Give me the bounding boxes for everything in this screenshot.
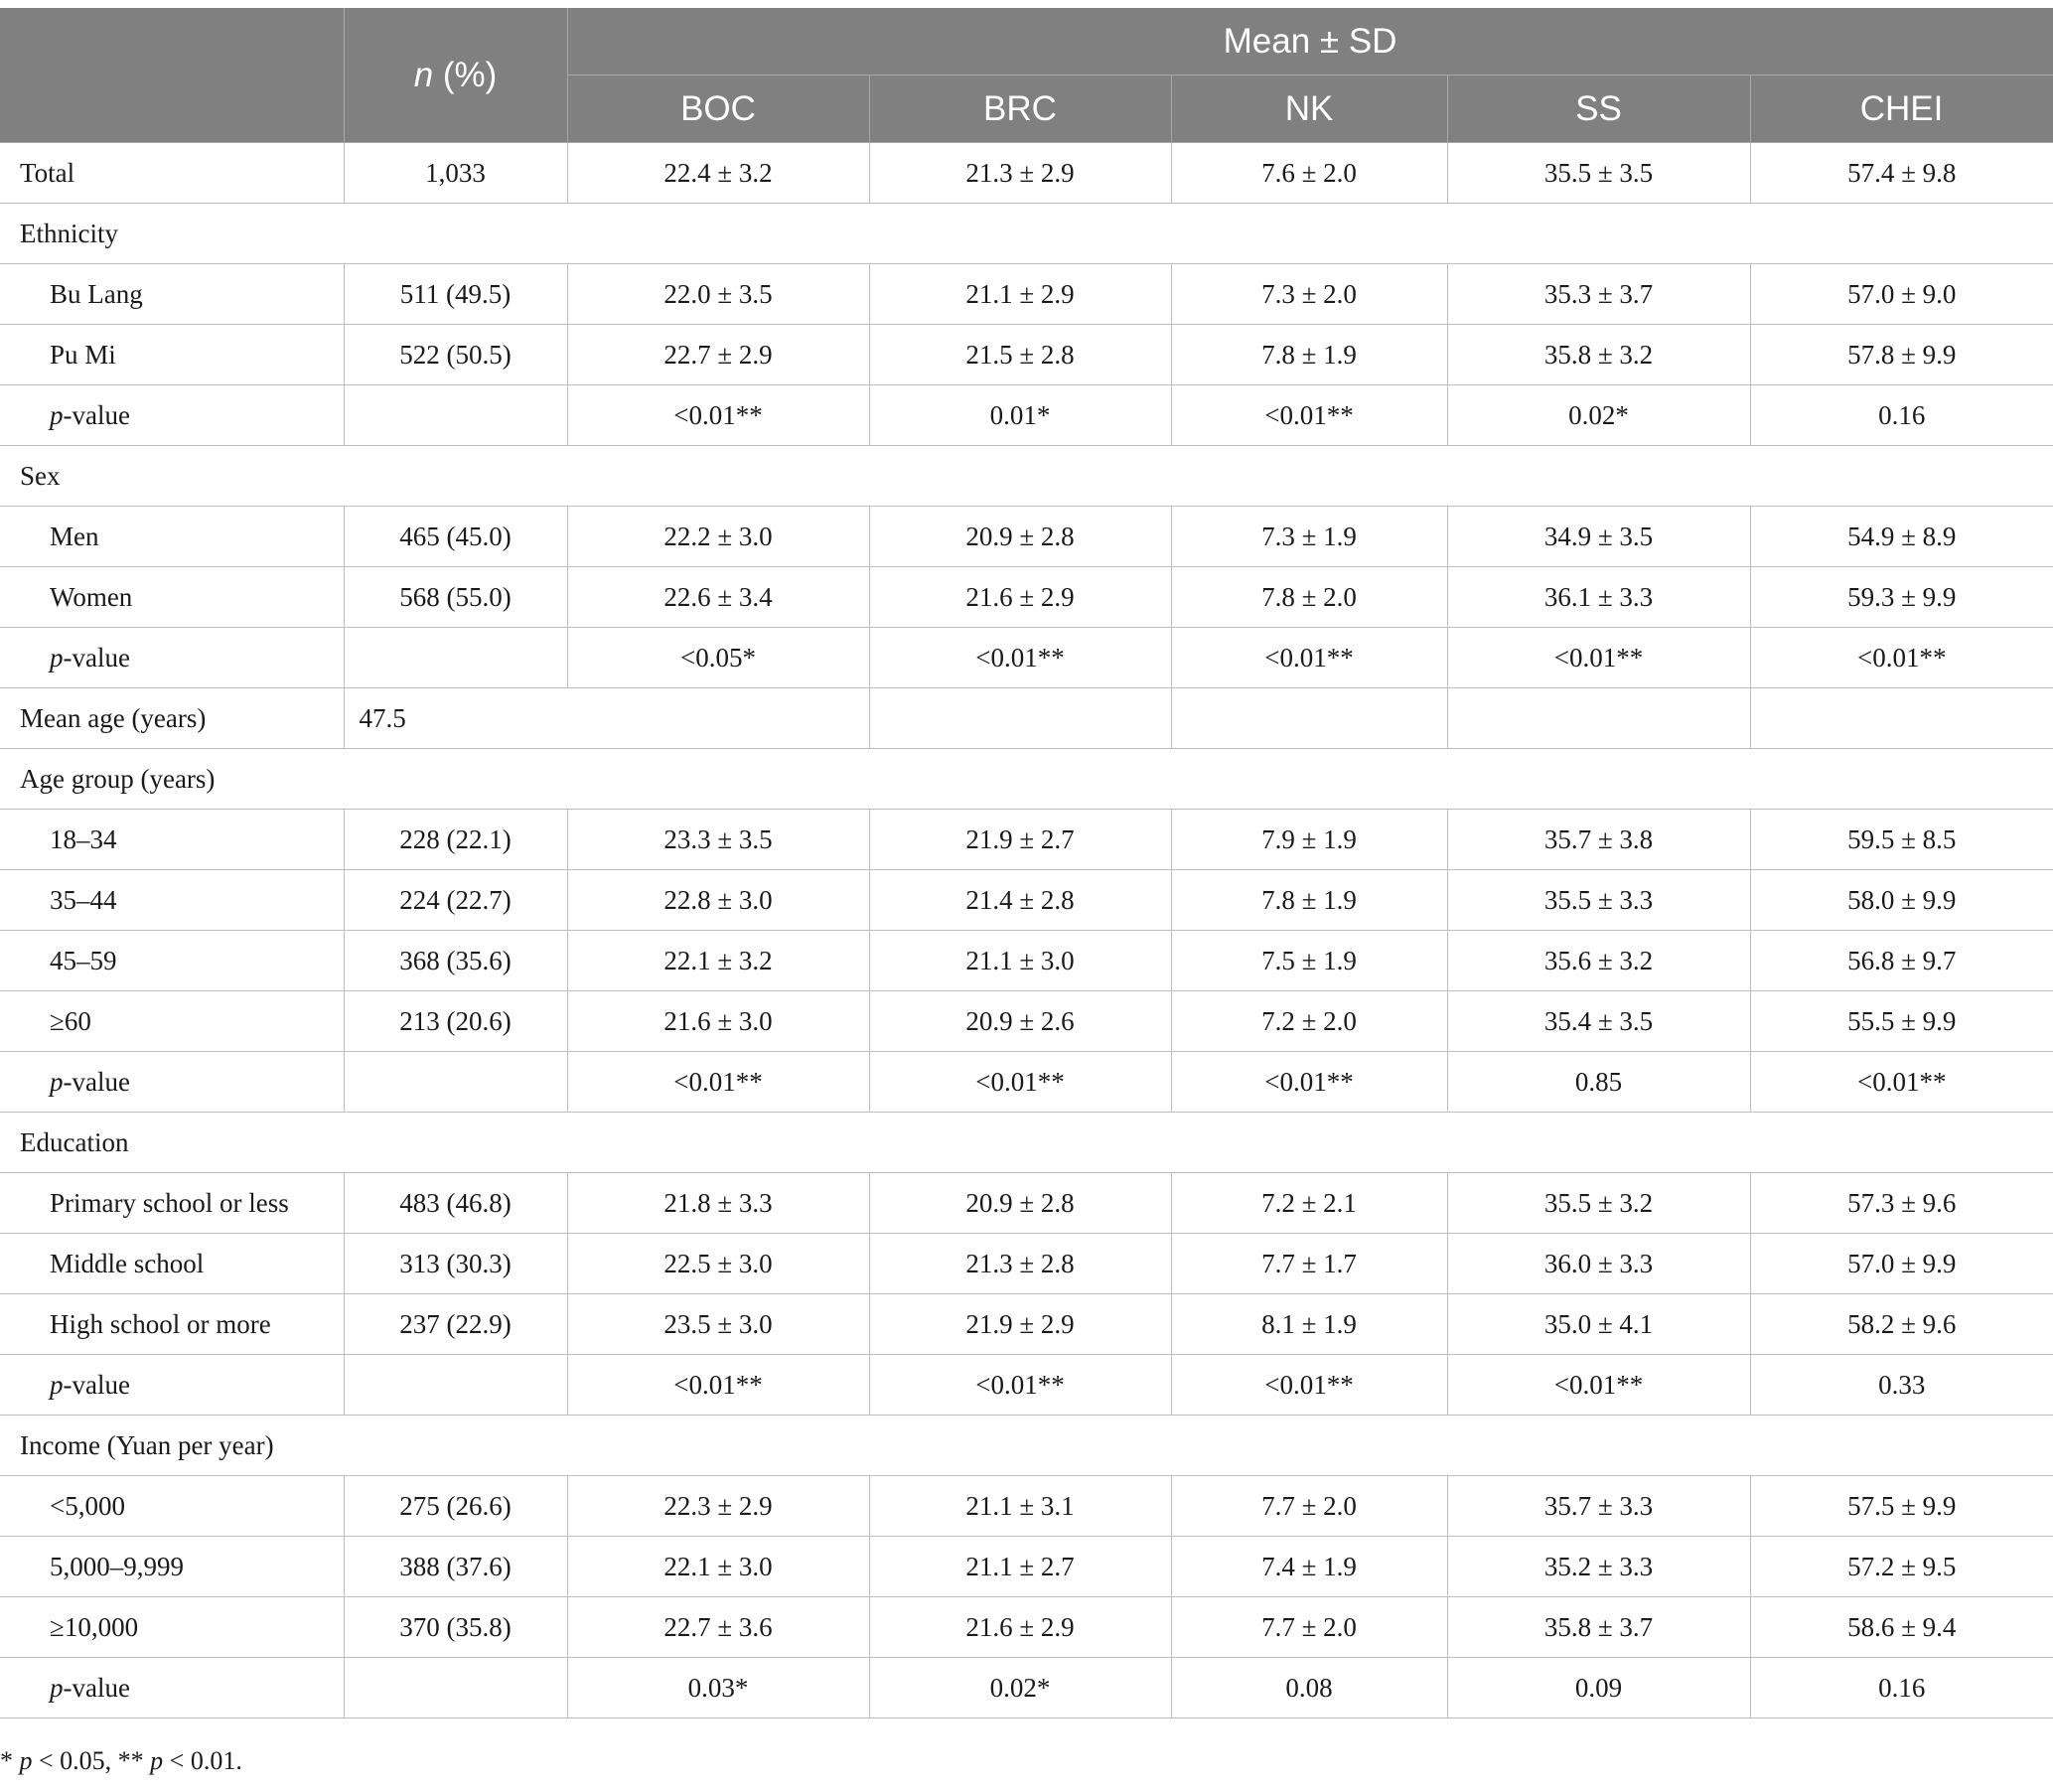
value-cell: 35.8 ± 3.2 <box>1447 325 1750 385</box>
data-row <box>0 325 2053 385</box>
row-label: 18–34 <box>0 810 344 870</box>
footnote-p1: p <box>19 1746 33 1775</box>
data-row <box>0 991 2053 1052</box>
row-label: Middle school <box>0 1234 344 1294</box>
n-cell: 568 (55.0) <box>344 567 567 628</box>
header-n-label: n <box>413 55 434 94</box>
data-row <box>0 1537 2053 1597</box>
value-cell: 0.02* <box>869 1658 1171 1718</box>
empty-cell <box>1171 688 1447 749</box>
value-cell: 56.8 ± 9.7 <box>1750 931 2053 991</box>
value-cell: 21.6 ± 2.9 <box>869 1597 1171 1658</box>
data-row <box>0 264 2053 325</box>
value-cell: 35.2 ± 3.3 <box>1447 1537 1750 1597</box>
header-n-suffix: (%) <box>433 55 498 94</box>
section-label: Age group (years) <box>0 749 2053 810</box>
value-cell: 57.3 ± 9.6 <box>1750 1173 2053 1234</box>
p-value-row <box>0 1658 2053 1718</box>
p-label-italic: p <box>50 1066 64 1097</box>
p-label-italic: p <box>50 1369 64 1400</box>
n-cell: 237 (22.9) <box>344 1294 567 1355</box>
p-label-rest: -value <box>63 1369 130 1400</box>
value-cell: 57.5 ± 9.9 <box>1750 1476 2053 1537</box>
value-cell: 7.6 ± 2.0 <box>1171 143 1447 204</box>
row-label: Primary school or less <box>0 1173 344 1234</box>
row-label <box>0 385 344 446</box>
value-cell: <0.05* <box>567 628 869 688</box>
value-cell: 35.6 ± 3.2 <box>1447 931 1750 991</box>
empty-cell <box>869 688 1171 749</box>
value-cell: 22.5 ± 3.0 <box>567 1234 869 1294</box>
value-cell: 0.08 <box>1171 1658 1447 1718</box>
value-cell: 7.8 ± 1.9 <box>1171 325 1447 385</box>
table-header <box>0 8 2053 143</box>
value-cell: 35.5 ± 3.3 <box>1447 870 1750 931</box>
p-label-italic: p <box>50 399 64 430</box>
n-cell: 213 (20.6) <box>344 991 567 1052</box>
value-cell: <0.01** <box>1171 1052 1447 1113</box>
section-row <box>0 749 2053 810</box>
footnote-star: * <box>0 1746 20 1775</box>
row-label: Pu Mi <box>0 325 344 385</box>
row-label: Women <box>0 567 344 628</box>
value-cell: 21.6 ± 2.9 <box>869 567 1171 628</box>
value-cell: 21.8 ± 3.3 <box>567 1173 869 1234</box>
n-cell: 313 (30.3) <box>344 1234 567 1294</box>
value-cell: 22.1 ± 3.0 <box>567 1537 869 1597</box>
row-label: Total <box>0 143 344 204</box>
value-cell: 35.3 ± 3.7 <box>1447 264 1750 325</box>
value-cell: 0.03* <box>567 1658 869 1718</box>
header-col-chei: CHEI <box>1750 75 2053 143</box>
value-cell: 54.9 ± 8.9 <box>1750 507 2053 567</box>
value-cell: 22.1 ± 3.2 <box>567 931 869 991</box>
section-row <box>0 446 2053 507</box>
value-cell: 7.7 ± 1.7 <box>1171 1234 1447 1294</box>
value-cell: 57.2 ± 9.5 <box>1750 1537 2053 1597</box>
value-cell: 21.4 ± 2.8 <box>869 870 1171 931</box>
value-cell: 58.0 ± 9.9 <box>1750 870 2053 931</box>
value-cell: 20.9 ± 2.8 <box>869 507 1171 567</box>
value-cell: 35.5 ± 3.2 <box>1447 1173 1750 1234</box>
value-cell: 20.9 ± 2.6 <box>869 991 1171 1052</box>
value-cell: 7.4 ± 1.9 <box>1171 1537 1447 1597</box>
value-cell: 0.02* <box>1447 385 1750 446</box>
row-label: 35–44 <box>0 870 344 931</box>
n-cell <box>344 385 567 446</box>
value-cell: 21.9 ± 2.7 <box>869 810 1171 870</box>
section-label: Income (Yuan per year) <box>0 1416 2053 1476</box>
value-cell: 23.3 ± 3.5 <box>567 810 869 870</box>
row-label: 5,000–9,999 <box>0 1537 344 1597</box>
value-cell: 35.4 ± 3.5 <box>1447 991 1750 1052</box>
row-label <box>0 1355 344 1416</box>
value-cell: <0.01** <box>567 1355 869 1416</box>
footnote-text1: < 0.05, ** <box>32 1746 151 1775</box>
data-row <box>0 567 2053 628</box>
value-cell: 57.0 ± 9.9 <box>1750 1234 2053 1294</box>
value-cell: 21.1 ± 3.0 <box>869 931 1171 991</box>
section-row <box>0 1113 2053 1173</box>
value-cell: 21.9 ± 2.9 <box>869 1294 1171 1355</box>
data-row <box>0 870 2053 931</box>
value-cell: 7.5 ± 1.9 <box>1171 931 1447 991</box>
header-col-brc: BRC <box>869 75 1171 143</box>
row-label <box>0 1658 344 1718</box>
n-cell: 388 (37.6) <box>344 1537 567 1597</box>
value-cell: <0.01** <box>1750 1052 2053 1113</box>
value-cell: 35.7 ± 3.8 <box>1447 810 1750 870</box>
n-cell <box>344 1658 567 1718</box>
n-cell: 522 (50.5) <box>344 325 567 385</box>
p-label-italic: p <box>50 642 64 672</box>
mean-age-row <box>0 688 2053 749</box>
value-cell: 22.0 ± 3.5 <box>567 264 869 325</box>
data-row <box>0 1294 2053 1355</box>
value-cell: <0.01** <box>1447 1355 1750 1416</box>
value-cell: 22.2 ± 3.0 <box>567 507 869 567</box>
n-cell: 1,033 <box>344 143 567 204</box>
data-row <box>0 1597 2053 1658</box>
header-col-nk: NK <box>1171 75 1447 143</box>
row-label: Men <box>0 507 344 567</box>
value-cell: <0.01** <box>1750 628 2053 688</box>
data-row <box>0 143 2053 204</box>
value-cell: 21.5 ± 2.8 <box>869 325 1171 385</box>
p-value-row <box>0 385 2053 446</box>
p-label-rest: -value <box>63 1066 130 1097</box>
p-label-italic: p <box>50 1672 64 1703</box>
value-cell: 0.33 <box>1750 1355 2053 1416</box>
value-cell: 21.3 ± 2.8 <box>869 1234 1171 1294</box>
value-cell: 35.5 ± 3.5 <box>1447 143 1750 204</box>
value-cell: 7.3 ± 2.0 <box>1171 264 1447 325</box>
p-value-row <box>0 1052 2053 1113</box>
n-cell: 483 (46.8) <box>344 1173 567 1234</box>
value-cell: 58.6 ± 9.4 <box>1750 1597 2053 1658</box>
row-label: ≥60 <box>0 991 344 1052</box>
row-label: Bu Lang <box>0 264 344 325</box>
value-cell: 21.6 ± 3.0 <box>567 991 869 1052</box>
row-label: High school or more <box>0 1294 344 1355</box>
row-label <box>0 1052 344 1113</box>
n-cell: 511 (49.5) <box>344 264 567 325</box>
value-cell: 0.01* <box>869 385 1171 446</box>
value-cell: <0.01** <box>869 1355 1171 1416</box>
value-cell: <0.01** <box>1447 628 1750 688</box>
footnote-text2: < 0.01. <box>163 1746 242 1775</box>
row-label: ≥10,000 <box>0 1597 344 1658</box>
data-row <box>0 1476 2053 1537</box>
p-label-rest: -value <box>63 1672 130 1703</box>
table-container <box>0 8 2053 1718</box>
demographics-table <box>0 8 2053 1718</box>
value-cell: 36.1 ± 3.3 <box>1447 567 1750 628</box>
n-cell: 465 (45.0) <box>344 507 567 567</box>
value-cell: <0.01** <box>567 1052 869 1113</box>
p-value-row <box>0 628 2053 688</box>
row-label: Mean age (years) <box>0 688 344 749</box>
n-cell: 370 (35.8) <box>344 1597 567 1658</box>
value-cell: 36.0 ± 3.3 <box>1447 1234 1750 1294</box>
value-cell: 22.8 ± 3.0 <box>567 870 869 931</box>
section-row <box>0 204 2053 264</box>
value-cell: 55.5 ± 9.9 <box>1750 991 2053 1052</box>
value-cell: 22.4 ± 3.2 <box>567 143 869 204</box>
mean-age-value: 47.5 <box>344 688 869 749</box>
value-cell: 58.2 ± 9.6 <box>1750 1294 2053 1355</box>
value-cell: 7.7 ± 2.0 <box>1171 1597 1447 1658</box>
value-cell: 21.1 ± 2.9 <box>869 264 1171 325</box>
value-cell: 59.5 ± 8.5 <box>1750 810 2053 870</box>
header-mean-sd: Mean ± SD <box>567 8 2053 75</box>
value-cell: 22.6 ± 3.4 <box>567 567 869 628</box>
row-label: 45–59 <box>0 931 344 991</box>
value-cell: 57.4 ± 9.8 <box>1750 143 2053 204</box>
data-row <box>0 1173 2053 1234</box>
value-cell: <0.01** <box>869 1052 1171 1113</box>
value-cell: 57.8 ± 9.9 <box>1750 325 2053 385</box>
value-cell: 7.9 ± 1.9 <box>1171 810 1447 870</box>
n-cell: 224 (22.7) <box>344 870 567 931</box>
section-label: Ethnicity <box>0 204 2053 264</box>
n-cell <box>344 1052 567 1113</box>
value-cell: 34.9 ± 3.5 <box>1447 507 1750 567</box>
value-cell: 8.1 ± 1.9 <box>1171 1294 1447 1355</box>
value-cell: 0.16 <box>1750 385 2053 446</box>
header-n-percent <box>344 8 567 143</box>
value-cell: 57.0 ± 9.0 <box>1750 264 2053 325</box>
p-value-row <box>0 1355 2053 1416</box>
data-row <box>0 507 2053 567</box>
value-cell: 7.8 ± 2.0 <box>1171 567 1447 628</box>
value-cell: 21.1 ± 2.7 <box>869 1537 1171 1597</box>
header-blank-cell <box>0 8 344 143</box>
n-cell: 275 (26.6) <box>344 1476 567 1537</box>
value-cell: 7.3 ± 1.9 <box>1171 507 1447 567</box>
value-cell: 21.1 ± 3.1 <box>869 1476 1171 1537</box>
data-row <box>0 1234 2053 1294</box>
empty-cell <box>1750 688 2053 749</box>
table-body <box>0 143 2053 1718</box>
n-cell <box>344 1355 567 1416</box>
value-cell: 23.5 ± 3.0 <box>567 1294 869 1355</box>
footnote-p2: p <box>150 1746 164 1775</box>
value-cell: <0.01** <box>1171 1355 1447 1416</box>
value-cell: 21.3 ± 2.9 <box>869 143 1171 204</box>
value-cell: 35.0 ± 4.1 <box>1447 1294 1750 1355</box>
empty-cell <box>1447 688 1750 749</box>
value-cell: <0.01** <box>1171 385 1447 446</box>
row-label <box>0 628 344 688</box>
value-cell: 7.2 ± 2.0 <box>1171 991 1447 1052</box>
row-label: <5,000 <box>0 1476 344 1537</box>
value-cell: 7.7 ± 2.0 <box>1171 1476 1447 1537</box>
p-label-rest: -value <box>63 399 130 430</box>
data-row <box>0 810 2053 870</box>
section-label: Sex <box>0 446 2053 507</box>
header-col-boc: BOC <box>567 75 869 143</box>
data-row <box>0 931 2053 991</box>
value-cell: <0.01** <box>869 628 1171 688</box>
value-cell: 0.16 <box>1750 1658 2053 1718</box>
value-cell: 22.7 ± 2.9 <box>567 325 869 385</box>
value-cell: 35.7 ± 3.3 <box>1447 1476 1750 1537</box>
value-cell: 59.3 ± 9.9 <box>1750 567 2053 628</box>
table-footnote <box>0 1746 242 1776</box>
n-cell: 228 (22.1) <box>344 810 567 870</box>
value-cell: <0.01** <box>567 385 869 446</box>
value-cell: 7.2 ± 2.1 <box>1171 1173 1447 1234</box>
value-cell: 0.85 <box>1447 1052 1750 1113</box>
value-cell: <0.01** <box>1171 628 1447 688</box>
n-cell <box>344 628 567 688</box>
value-cell: 35.8 ± 3.7 <box>1447 1597 1750 1658</box>
p-label-rest: -value <box>63 642 130 672</box>
n-cell: 368 (35.6) <box>344 931 567 991</box>
section-row <box>0 1416 2053 1476</box>
section-label: Education <box>0 1113 2053 1173</box>
value-cell: 7.8 ± 1.9 <box>1171 870 1447 931</box>
header-col-ss: SS <box>1447 75 1750 143</box>
value-cell: 20.9 ± 2.8 <box>869 1173 1171 1234</box>
value-cell: 22.7 ± 3.6 <box>567 1597 869 1658</box>
value-cell: 22.3 ± 2.9 <box>567 1476 869 1537</box>
value-cell: 0.09 <box>1447 1658 1750 1718</box>
